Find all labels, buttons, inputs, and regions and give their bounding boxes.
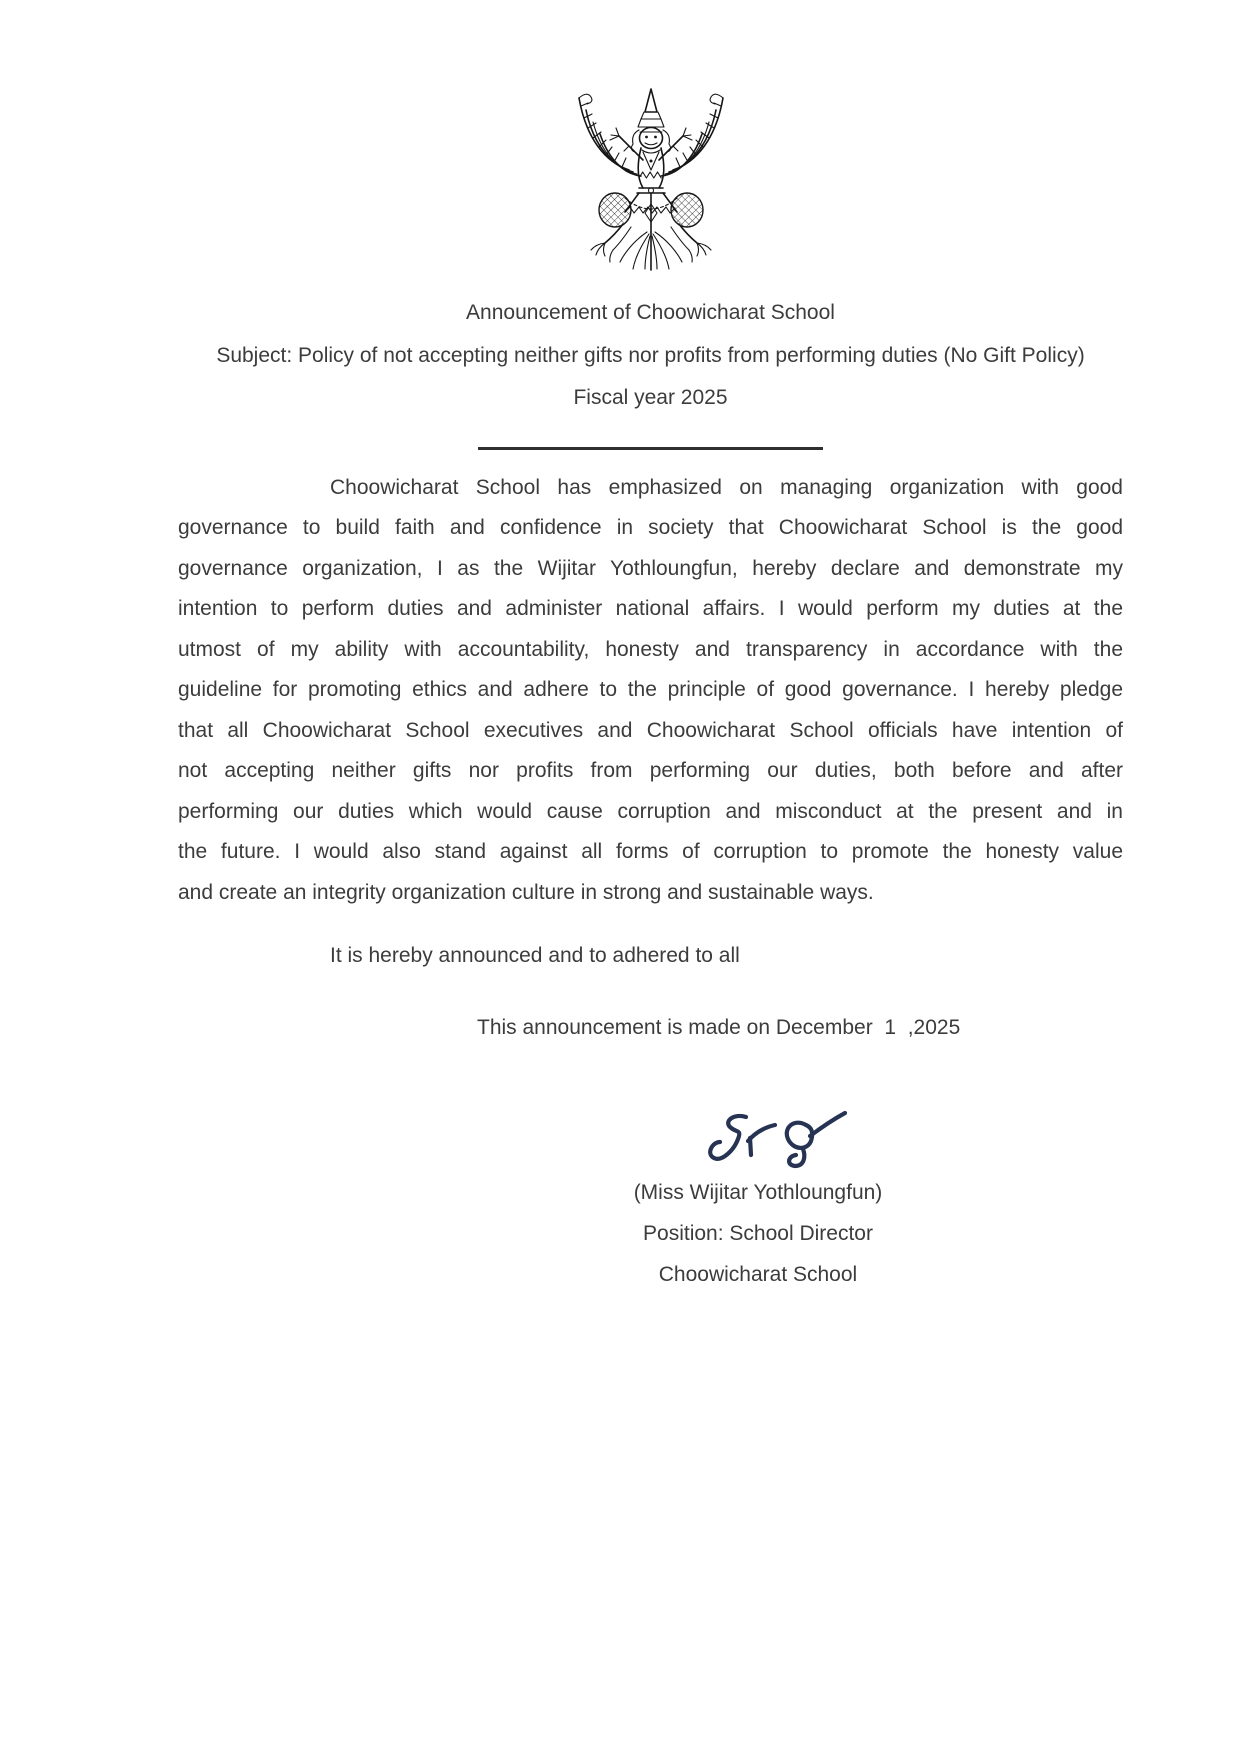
garuda-emblem: [565, 86, 737, 272]
paragraph-line: Choowicharat School has emphasized on managing organization with good: [330, 475, 1123, 499]
date-line: This announcement is made on December 1 ,2025: [477, 1016, 961, 1039]
paragraph-line: utmost of my ability with accountability, honesty and transparency in accordance with the: [178, 637, 1123, 661]
paragraph-line: governance organization, I as the Wijitar Yothloungfun, hereby declare and demonstrate my: [178, 556, 1123, 580]
header-divider: [478, 447, 823, 450]
paragraph-line: performing our duties which would cause corruption and misconduct at the present and in: [178, 799, 1123, 823]
paragraph-line: the future. I would also stand against all forms of corruption to promote the honesty value: [178, 840, 1123, 863]
announcement-title: Announcement of Choowicharat School: [466, 301, 835, 324]
signature-icon: [698, 1105, 850, 1175]
paragraph-line: governance to build faith and confidence in society that Choowicharat School is the good: [178, 516, 1123, 539]
closing-line: It is hereby announced and to adhered to all: [330, 943, 740, 967]
signatory-position: Position: School Director: [643, 1222, 873, 1245]
paragraph-line: not accepting neither gifts nor profits from performing our duties, both before and after: [178, 759, 1123, 782]
subject-line: Subject: Policy of not accepting neither gifts nor profits from performing duties (No Gift Policy): [216, 343, 1085, 367]
fiscal-year-line: Fiscal year 2025: [573, 386, 728, 409]
paragraph-line: intention to perform duties and administer national affairs. I would perform my duties at the: [178, 597, 1123, 620]
signatory-name: (Miss Wijitar Yothloungfun): [633, 1181, 883, 1204]
paragraph-line: that all Choowicharat School executives and Choowicharat School officials have intention of: [178, 718, 1123, 742]
signatory-block: [563, 1172, 953, 1295]
body-paragraph: [178, 468, 1123, 914]
document-content: [0, 86, 1241, 1049]
document-header: [178, 292, 1123, 420]
signatory-organization: Choowicharat School: [658, 1263, 858, 1286]
paragraph-line: and create an integrity organization culture in strong and sustainable ways.: [178, 880, 874, 904]
paragraph-line: guideline for promoting ethics and adhere to the principle of good governance. I hereby pledge: [178, 678, 1123, 701]
